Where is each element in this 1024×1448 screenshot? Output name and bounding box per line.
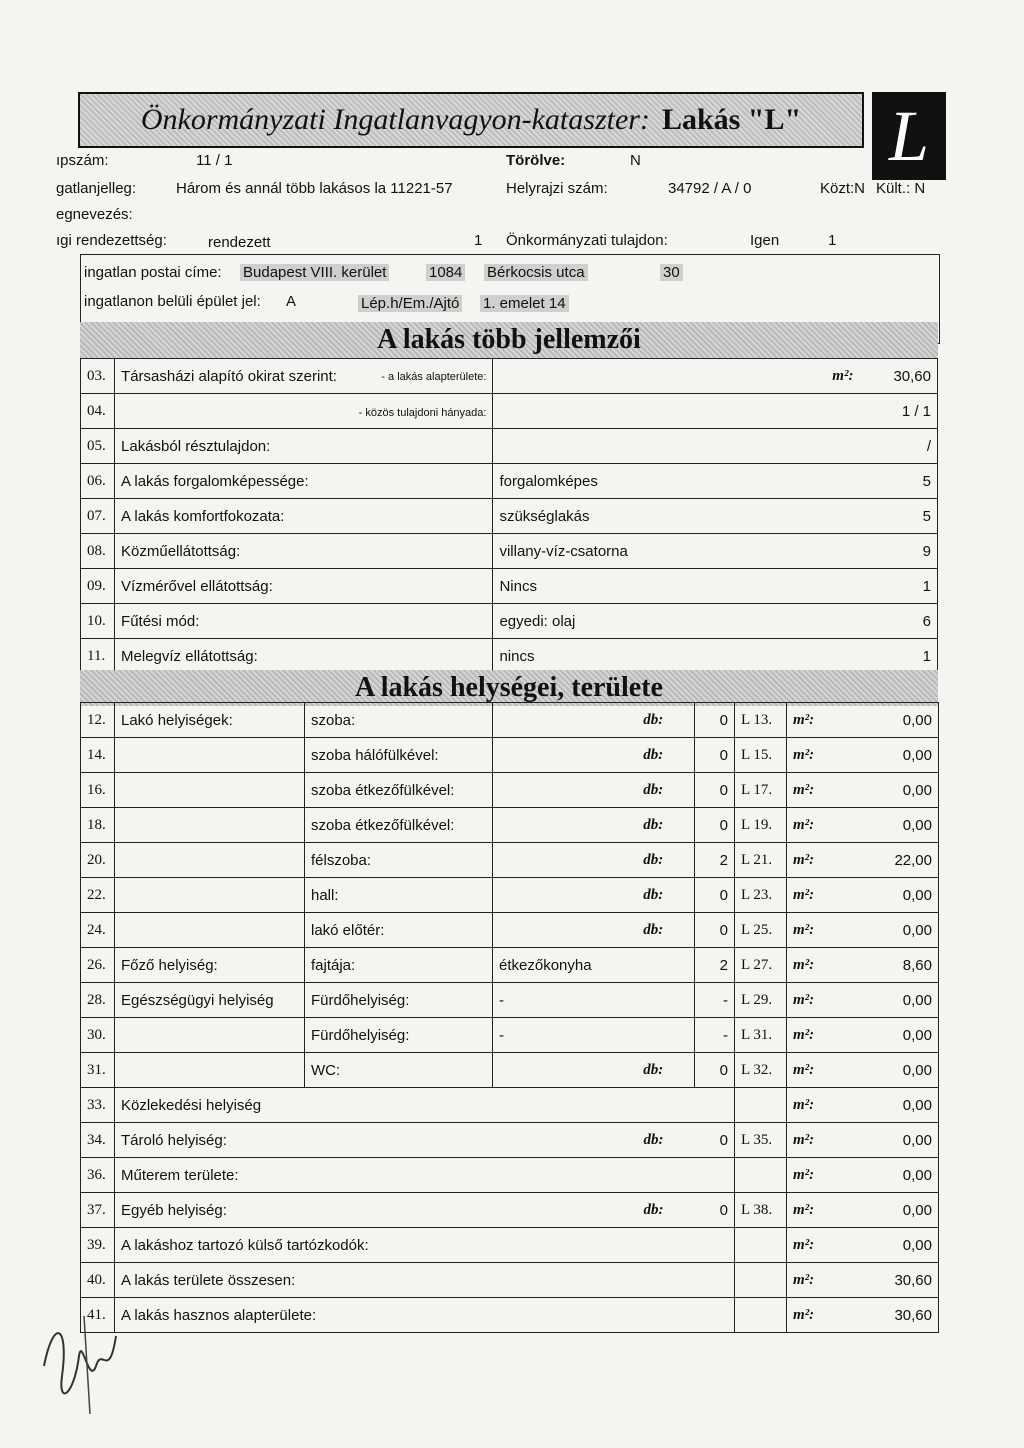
stair-label: Lép.h/Em./Ajtó — [358, 295, 462, 312]
extra-lcode: L 38. — [735, 1193, 787, 1228]
room-name: félszoba: — [305, 843, 493, 878]
room-number: 16. — [81, 773, 115, 808]
room-unit: m²: — [787, 808, 837, 843]
banner-subtitle: Önkormányzati Ingatlanvagyon-kataszter: — [140, 103, 650, 136]
kozt-value: Közt:N — [820, 180, 866, 197]
feature-row — [81, 534, 938, 569]
room-db-label — [613, 948, 695, 983]
room-unit: m²: — [787, 1018, 837, 1053]
jelleg-value: Három és annál több lakásos la 11221-57 — [176, 180, 453, 197]
extra-lcode — [735, 1088, 787, 1123]
section-features-title: A lakás több jellemzői — [80, 322, 938, 358]
room-unit: m²: — [787, 913, 837, 948]
room-db-label: db: — [613, 843, 695, 878]
room-row — [81, 703, 939, 738]
jelleg-label: gatlanjelleg: — [56, 180, 137, 197]
room-value — [493, 808, 613, 843]
room-db-label: db: — [613, 808, 695, 843]
room-group: Lakó helyiségek: — [115, 703, 305, 738]
room-count: 0 — [695, 738, 735, 773]
room-lcode: L 32. — [735, 1053, 787, 1088]
feature-value-cell — [493, 569, 938, 604]
extra-label: A lakás hasznos alapterülete: — [115, 1298, 613, 1333]
feature-code: 6 — [922, 612, 931, 630]
room-count: - — [695, 1018, 735, 1053]
feature-value: nincs — [499, 647, 535, 665]
room-db-label: db: — [613, 913, 695, 948]
extra-row — [81, 1088, 939, 1123]
extra-unit: m²: — [787, 1228, 837, 1263]
room-group: Főző helyiség: — [115, 948, 305, 983]
room-row — [81, 808, 939, 843]
lapszam-value: 11 / 1 — [196, 152, 233, 169]
tulajdon-value: Igen — [750, 232, 780, 249]
room-number: 14. — [81, 738, 115, 773]
room-lcode: L 13. — [735, 703, 787, 738]
feature-number: 08. — [81, 534, 115, 569]
extra-db-label — [613, 1228, 695, 1263]
room-db-label: db: — [613, 878, 695, 913]
hrsz-label: Helyrajzi szám: — [506, 180, 608, 197]
room-lcode: L 21. — [735, 843, 787, 878]
feature-unit: m²: — [832, 367, 854, 384]
feature-label-cell — [115, 499, 493, 534]
feature-code: 5 — [922, 472, 931, 490]
features-table — [80, 358, 938, 674]
rendezettseg-label: ıgi rendezettség: — [56, 232, 167, 249]
banner-title: Lakás "L" — [661, 103, 802, 136]
room-count: 0 — [695, 703, 735, 738]
lapszam-label: ıpszám: — [56, 152, 109, 169]
room-unit: m²: — [787, 738, 837, 773]
extra-row — [81, 1298, 939, 1333]
room-area: 0,00 — [837, 913, 939, 948]
extra-number: 36. — [81, 1158, 115, 1193]
extra-db-label — [613, 1158, 695, 1193]
tulajdon-code: 1 — [828, 232, 837, 249]
extra-area: 30,60 — [837, 1263, 939, 1298]
extra-row — [81, 1263, 939, 1298]
room-value: étkezőkonyha — [493, 948, 613, 983]
room-number: 28. — [81, 983, 115, 1018]
feature-code: 9 — [922, 542, 931, 560]
room-count: 2 — [695, 843, 735, 878]
room-row — [81, 738, 939, 773]
room-area: 0,00 — [837, 1053, 939, 1088]
feature-row — [81, 394, 938, 429]
room-group — [115, 843, 305, 878]
feature-value: szükséglakás — [499, 507, 590, 525]
room-db-label: db: — [613, 703, 695, 738]
feature-label-cell — [115, 604, 493, 639]
room-group: Egészségügyi helyiség — [115, 983, 305, 1018]
form-banner — [78, 92, 864, 148]
room-number: 20. — [81, 843, 115, 878]
room-value: - — [493, 1018, 613, 1053]
extra-db-label — [613, 1263, 695, 1298]
feature-label-cell — [115, 639, 493, 674]
feature-code: 5 — [922, 507, 931, 525]
room-count: 0 — [695, 1053, 735, 1088]
feature-value: villany-víz-csatorna — [499, 542, 628, 560]
room-count: 2 — [695, 948, 735, 983]
room-value — [493, 773, 613, 808]
room-name: fajtája: — [305, 948, 493, 983]
feature-value-cell — [493, 639, 938, 674]
feature-value-cell — [493, 464, 938, 499]
extra-label: A lakás területe összesen: — [115, 1263, 613, 1298]
feature-code: / — [926, 437, 931, 455]
extra-unit: m²: — [787, 1158, 837, 1193]
feature-row — [81, 464, 938, 499]
extra-count: 0 — [695, 1193, 735, 1228]
extra-number: 34. — [81, 1123, 115, 1158]
extra-number: 40. — [81, 1263, 115, 1298]
torolve-label: Törölve: — [506, 152, 566, 169]
extra-row — [81, 1228, 939, 1263]
extra-count — [695, 1088, 735, 1123]
feature-value-cell — [493, 534, 938, 569]
room-area: 8,60 — [837, 948, 939, 983]
rooms-table — [80, 702, 939, 1333]
signature-icon — [24, 1296, 134, 1416]
extra-db-label: db: — [613, 1193, 695, 1228]
feature-value: forgalomképes — [499, 472, 598, 490]
extra-area: 0,00 — [837, 1193, 939, 1228]
room-name: szoba hálófülkével: — [305, 738, 493, 773]
feature-value: egyedi: olaj — [499, 612, 576, 630]
room-unit: m²: — [787, 843, 837, 878]
room-name: szoba étkezőfülkével: — [305, 808, 493, 843]
feature-number: 05. — [81, 429, 115, 464]
extra-lcode — [735, 1158, 787, 1193]
room-unit: m²: — [787, 1053, 837, 1088]
feature-value-cell — [493, 359, 938, 394]
postal-city: Budapest VIII. kerület — [240, 264, 389, 281]
extra-db-label: db: — [613, 1123, 695, 1158]
extra-number: 33. — [81, 1088, 115, 1123]
stair-value: 1. emelet 14 — [480, 295, 569, 312]
room-lcode: L 23. — [735, 878, 787, 913]
room-lcode: L 19. — [735, 808, 787, 843]
room-area: 22,00 — [837, 843, 939, 878]
extra-number: 41. — [81, 1298, 115, 1333]
room-row — [81, 773, 939, 808]
room-row — [81, 843, 939, 878]
feature-row — [81, 569, 938, 604]
extra-count — [695, 1298, 735, 1333]
feature-number: 07. — [81, 499, 115, 534]
room-unit: m²: — [787, 773, 837, 808]
extra-number: 37. — [81, 1193, 115, 1228]
room-lcode: L 31. — [735, 1018, 787, 1053]
feature-row — [81, 499, 938, 534]
room-name: Fürdőhelyiség: — [305, 1018, 493, 1053]
feature-label: Fűtési mód: — [121, 612, 200, 630]
room-unit: m²: — [787, 703, 837, 738]
room-name: lakó előtér: — [305, 913, 493, 948]
torolve-value: N — [630, 152, 641, 169]
feature-row — [81, 359, 938, 394]
extra-lcode — [735, 1298, 787, 1333]
section-rooms-title: A lakás helységei, területe — [80, 670, 938, 706]
feature-label-cell — [115, 534, 493, 569]
room-area: 0,00 — [837, 983, 939, 1018]
room-db-label — [613, 983, 695, 1018]
room-value — [493, 1053, 613, 1088]
room-db-label — [613, 1018, 695, 1053]
room-value — [493, 703, 613, 738]
megnevezes-label: egnevezés: — [56, 206, 133, 223]
feature-label: Melegvíz ellátottság: — [121, 647, 258, 665]
room-name: szoba: — [305, 703, 493, 738]
room-count: 0 — [695, 878, 735, 913]
extra-label: A lakáshoz tartozó külső tartózkodók: — [115, 1228, 613, 1263]
room-group — [115, 1018, 305, 1053]
extra-unit: m²: — [787, 1088, 837, 1123]
room-number: 22. — [81, 878, 115, 913]
room-count: 0 — [695, 773, 735, 808]
room-group — [115, 878, 305, 913]
feature-label: Lakásból résztulajdon: — [121, 437, 271, 455]
kult-value: Kült.: N — [876, 180, 926, 197]
room-db-label: db: — [613, 738, 695, 773]
room-db-label: db: — [613, 1053, 695, 1088]
room-row — [81, 983, 939, 1018]
category-badge: L — [872, 92, 946, 180]
building-value: A — [286, 293, 297, 310]
room-row — [81, 1018, 939, 1053]
room-lcode: L 29. — [735, 983, 787, 1018]
feature-value-cell — [493, 394, 938, 429]
extra-label: Tároló helyiség: — [115, 1123, 613, 1158]
room-name: WC: — [305, 1053, 493, 1088]
room-name: Fürdőhelyiség: — [305, 983, 493, 1018]
feature-value: Nincs — [499, 577, 537, 595]
room-db-label: db: — [613, 773, 695, 808]
postal-street: Bérkocsis utca — [484, 264, 588, 281]
feature-value-cell — [493, 604, 938, 639]
room-count: 0 — [695, 808, 735, 843]
feature-label-cell — [115, 569, 493, 604]
room-area: 0,00 — [837, 878, 939, 913]
room-number: 31. — [81, 1053, 115, 1088]
feature-label-cell — [115, 464, 493, 499]
extra-area: 30,60 — [837, 1298, 939, 1333]
extra-area: 0,00 — [837, 1228, 939, 1263]
feature-row — [81, 429, 938, 464]
feature-number: 11. — [81, 639, 115, 674]
extra-row — [81, 1193, 939, 1228]
room-row — [81, 878, 939, 913]
room-lcode: L 15. — [735, 738, 787, 773]
room-count: - — [695, 983, 735, 1018]
feature-code: 1 — [922, 577, 931, 595]
feature-number: 09. — [81, 569, 115, 604]
extra-label: Egyéb helyiség: — [115, 1193, 613, 1228]
feature-code: 1 / 1 — [901, 402, 931, 420]
extra-area: 0,00 — [837, 1123, 939, 1158]
rendezettseg-value: rendezett — [208, 234, 271, 251]
feature-number: 10. — [81, 604, 115, 639]
feature-row — [81, 639, 938, 674]
room-group — [115, 738, 305, 773]
room-number: 24. — [81, 913, 115, 948]
room-unit: m²: — [787, 948, 837, 983]
room-number: 18. — [81, 808, 115, 843]
room-row — [81, 948, 939, 983]
room-area: 0,00 — [837, 738, 939, 773]
postal-zip: 1084 — [426, 264, 465, 281]
room-name: hall: — [305, 878, 493, 913]
feature-label: Közműellátottság: — [121, 542, 241, 560]
extra-count — [695, 1158, 735, 1193]
room-number: 12. — [81, 703, 115, 738]
room-group — [115, 808, 305, 843]
extra-number: 39. — [81, 1228, 115, 1263]
extra-lcode — [735, 1228, 787, 1263]
room-group — [115, 1053, 305, 1088]
room-unit: m²: — [787, 983, 837, 1018]
feature-number: 04. — [81, 394, 115, 429]
feature-number: 03. — [81, 359, 115, 394]
postal-label: ingatlan postai címe: — [84, 264, 222, 281]
room-number: 26. — [81, 948, 115, 983]
room-value — [493, 738, 613, 773]
feature-value-cell — [493, 429, 938, 464]
room-area: 0,00 — [837, 703, 939, 738]
extra-count — [695, 1263, 735, 1298]
room-number: 30. — [81, 1018, 115, 1053]
feature-code: 1 — [922, 647, 931, 665]
feature-label: A lakás forgalomképessége: — [121, 472, 309, 490]
room-row — [81, 913, 939, 948]
extra-lcode: L 35. — [735, 1123, 787, 1158]
extra-row — [81, 1158, 939, 1193]
rendezettseg-code: 1 — [474, 232, 483, 249]
extra-count: 0 — [695, 1123, 735, 1158]
room-group — [115, 913, 305, 948]
room-lcode: L 25. — [735, 913, 787, 948]
room-unit: m²: — [787, 878, 837, 913]
feature-label: Társasházi alapító okirat szerint: — [121, 367, 337, 385]
room-name: szoba étkezőfülkével: — [305, 773, 493, 808]
hrsz-value: 34792 / A / 0 — [668, 180, 752, 197]
feature-label: Vízmérővel ellátottság: — [121, 577, 273, 595]
room-area: 0,00 — [837, 1018, 939, 1053]
extra-unit: m²: — [787, 1123, 837, 1158]
extra-unit: m²: — [787, 1193, 837, 1228]
room-value — [493, 878, 613, 913]
feature-row — [81, 604, 938, 639]
extra-label: Közlekedési helyiség — [115, 1088, 613, 1123]
extra-label: Műterem területe: — [115, 1158, 613, 1193]
extra-unit: m²: — [787, 1263, 837, 1298]
feature-sublabel: - a lakás alapterülete: — [381, 370, 487, 383]
room-group — [115, 773, 305, 808]
room-lcode: L 27. — [735, 948, 787, 983]
extra-row — [81, 1123, 939, 1158]
tulajdon-label: Önkormányzati tulajdon: — [506, 232, 668, 249]
extra-count — [695, 1228, 735, 1263]
feature-code: 30,60 — [893, 367, 931, 385]
building-label: ingatlanon belüli épület jel: — [84, 293, 261, 310]
extra-db-label — [613, 1088, 695, 1123]
feature-number: 06. — [81, 464, 115, 499]
feature-label-cell — [115, 394, 493, 429]
feature-sublabel: - közös tulajdoni hányada: — [358, 406, 487, 419]
feature-label-cell — [115, 429, 493, 464]
room-value: - — [493, 983, 613, 1018]
extra-area: 0,00 — [837, 1088, 939, 1123]
feature-value-cell — [493, 499, 938, 534]
room-area: 0,00 — [837, 808, 939, 843]
extra-db-label — [613, 1298, 695, 1333]
room-area: 0,00 — [837, 773, 939, 808]
feature-label-cell — [115, 359, 493, 394]
room-value — [493, 843, 613, 878]
feature-label: A lakás komfortfokozata: — [121, 507, 285, 525]
extra-lcode — [735, 1263, 787, 1298]
postal-number: 30 — [660, 264, 683, 281]
room-value — [493, 913, 613, 948]
extra-unit: m²: — [787, 1298, 837, 1333]
extra-area: 0,00 — [837, 1158, 939, 1193]
room-count: 0 — [695, 913, 735, 948]
room-row — [81, 1053, 939, 1088]
room-lcode: L 17. — [735, 773, 787, 808]
